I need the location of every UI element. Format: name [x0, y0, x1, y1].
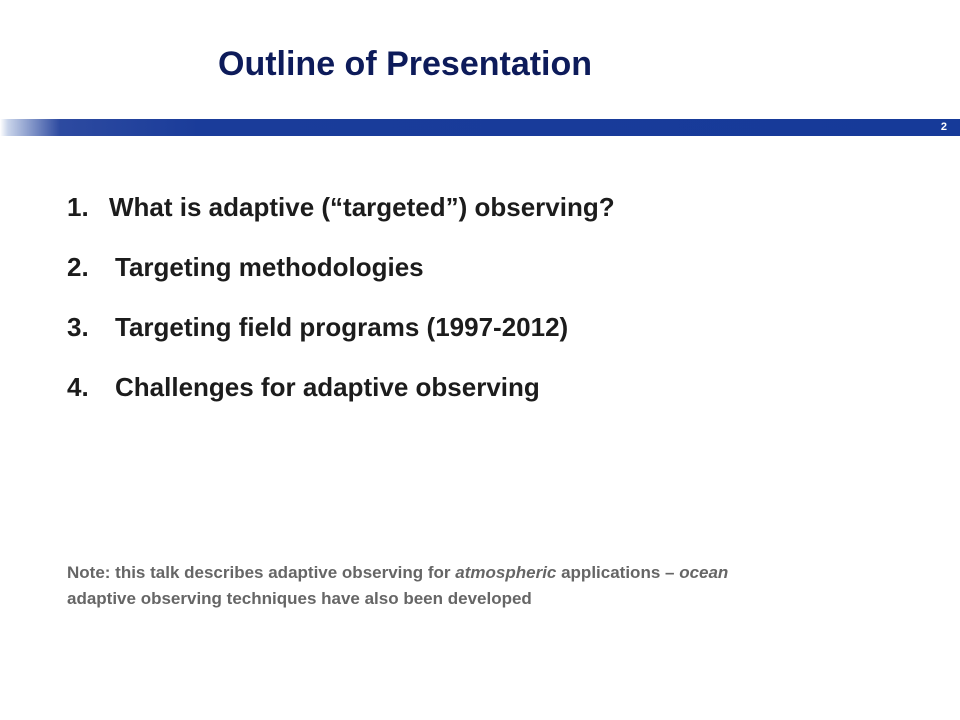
note-text-2: applications – — [556, 563, 680, 582]
note-text-1: Note: this talk describes adaptive observing for — [67, 563, 456, 582]
outline-item-3 — [67, 312, 615, 342]
outline-item-1 — [67, 192, 615, 222]
outline-item-number: 1. — [67, 192, 89, 222]
slide-title: Outline of Presentation — [218, 45, 593, 83]
note-emphasis-ocean: ocean — [679, 563, 729, 582]
outline-item-4 — [67, 372, 615, 402]
footnote — [67, 560, 767, 612]
outline-list — [67, 192, 615, 432]
outline-item-number: 2. — [67, 252, 89, 282]
outline-item-text: What is adaptive (“targeted”) observing? — [109, 192, 615, 222]
note-text-3: adaptive observing techniques have also been developed — [67, 589, 532, 608]
outline-item-2 — [67, 252, 615, 282]
outline-item-text: Targeting field programs (1997-2012) — [115, 312, 569, 342]
outline-item-number: 4. — [67, 372, 89, 402]
slide-number: 2 — [940, 121, 947, 133]
outline-item-text: Targeting methodologies — [115, 252, 424, 282]
outline-item-text: Challenges for adaptive observing — [115, 372, 540, 402]
note-emphasis-atmospheric: atmospheric — [455, 563, 557, 582]
outline-item-number: 3. — [67, 312, 89, 342]
header-band — [0, 119, 960, 136]
